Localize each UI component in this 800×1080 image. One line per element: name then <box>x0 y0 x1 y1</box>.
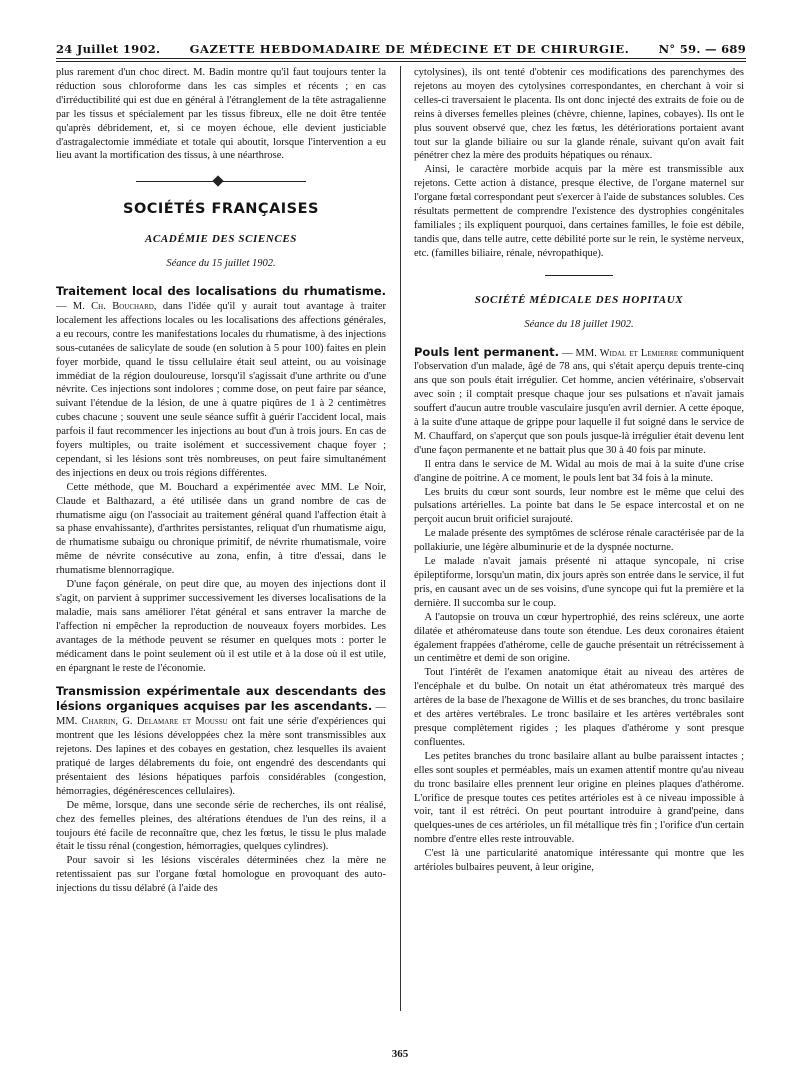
right-column <box>414 66 744 1011</box>
article-3-lead <box>414 346 744 458</box>
article-3-p6: A l'autopsie on trouva un cœur hypertrophié, des reins scléreux, une aorte dilatée et athéromateuse dans toute son étendue. Les deux coronaires étaient également frappées d'athérome, celle de gauche présentait un rétrécissement à un centimètre et demi de son origine. <box>414 611 744 665</box>
article-1-title: Traitement local des localisations du rhumatisme. <box>56 284 386 299</box>
article-3-p2: Il entra dans le service de M. Widal au mois de mai à la suite d'une crise d'angine de poitrine. A ce moment, le pouls lent bat 34 fois à la minute. <box>414 458 744 484</box>
continuation-p1: cytolysines), ils ont tenté d'obtenir ces modifications des parenchymes des rejetons au moyen des cytolysines correspondantes, en cherchant à voir si celles-ci traversaient le placenta. Ils ont donc injecté des extraits de foie ou de reins à diverses femelles pleines (chèvre, chienne, lapines, cobayes). Ils ont le plus souvent observé que, chez les fœtus, les détériorations portaient avant tout sur la glande biliaire ou sur la glande rénale, suivant qu'on avait fait pénétrer chez la mère des produits hépatiques ou rénaux. <box>414 67 744 162</box>
article-1-authors: — M. Ch. Bouchard, <box>56 300 157 312</box>
article-1-p2: Cette méthode, que M. Bouchard a expérimentée avec MM. Le Noir, Claude et Balthazard, a été utilisée dans un grand nombre de cas de rhumatisme aigu (on l'associait au traitement général quand l'affection était à sa phase envahissante), d'arthrites persistantes, reliquat d'un rhumatisme aigu, de rhumatisme subaigu ou chronique primitif, de névrite rhumatismale, voire même de névrite consécutive au zona, enfin, à titre d'essai, dans le rhumatisme blennorragique. <box>56 481 386 577</box>
article-3-p9: C'est là une particularité anatomique intéressante qui montre que les artérioles bulbaires peuvent, à leur origine, <box>414 848 744 874</box>
session-date-2: Séance du 18 juillet 1902. <box>524 318 634 330</box>
left-column <box>56 66 386 1011</box>
article-1-lead <box>56 285 386 481</box>
session-date: Séance du 15 juillet 1902. <box>166 258 276 270</box>
article-3-authors: — MM. Widal et Lemierre <box>562 347 678 359</box>
article-2-title: Transmission expérimentale aux descendants des lésions organiques acquises par les ascendants. <box>56 684 386 714</box>
article-2-p1: ont fait une série d'expériences qui montrent que les lésions développées chez la mère sont transmissibles aux rejetons. Des lapines et des cobayes en gestation, chez lesquelles ils avaient pratiqué de larges délabrements du foie, ont engendré des descendants qui présentaient des lésions hépatiques parfois considérables (congestion, hémorragies, dégénérescences cellulaires). <box>56 716 386 797</box>
academy-heading: ACADÉMIE DES SCIENCES <box>145 233 297 246</box>
article-3-title: Pouls lent permanent. <box>414 344 559 359</box>
article-3-p7: Tout l'intérêt de l'examen anatomique était au niveau des artères de l'encéphale et du bulbe. On notait un état athéromateux très marqué des artères de la base de l'hexagone de Willis et de ses branches, du tronc basilaire et des artères vertébrales. Le tronc basilaire et les artères vertébrales sont presque complètement rigides ; les plaques d'athérome y sont presque confluentes. <box>414 667 744 748</box>
article-2-p3: Pour savoir si les lésions viscérales déterminées chez la mère ne retentissaient pas sur l'organe fœtal homologue en provoquant des auto-injections du tissu délabré (à l'aide des <box>56 855 386 895</box>
running-header <box>56 34 746 56</box>
article-1-p1: dans l'idée qu'il y aurait tout avantage à traiter localement les affections locales ou les localisations des affections générales, a eu recours, contre les manifestations locales du rhumatisme, à des injections sous-cutanées de salicylate de soude (en solution à 5 pour 100) faites en plein foyer morbide, quand le tissu cellulaire était seul atteint, ou au voisinage immédiat de la région douloureuse, lorsqu'il s'agissait d'une arthrite ou d'une névrite. Ces injections sont indolores ; comme dose, on peut faire par séance, suivant l'étendue de la lésion, de une à quatre piqûres de 1 à 2 centimètres cubes chacune ; souvent une seule séance suffit à guérir l'accident local, mais parfois il faut recommencer les injections au bout d'un à trois jours. En cas de foyers multiples, ou traite isolément et successivement chaque foyer ; cependant, si les lésions sont très nombreuses, on peut faire simultanément des injections en deux ou trois régions différentes. <box>56 300 386 479</box>
article-3-p3: Les bruits du cœur sont sourds, leur nombre est le même que celui des pulsations artérielles. La pointe bat dans le 5e espace intercostal et on ne perçoit aucun bruit orificiel surajouté. <box>414 486 744 526</box>
diamond-icon <box>212 176 223 187</box>
article-1-p3: D'une façon générale, on peut dire que, au moyen des injections dont il s'agit, on parvient à supprimer successivement les diverses localisations de la maladie, mais sans améliorer l'état général et sans entraver la marche de l'affection ni empêcher la reproduction de nouveaux foyers morbides. Les avantages de la méthode peuvent se résumer en quelques mots : porter le médicament dans le point seulement où il est utile et à la dose où il est utile, en épargnant le reste de l'économie. <box>56 579 386 674</box>
intro-paragraph: plus rarement d'un choc direct. M. Badin montre qu'il faut toujours tenter la réduction sous chloroforme dans les cas simples et récents ; en cas d'irréductibilité qui est due en général à l'étranglement de la tête astragalienne par les tissus et spécialement par les tissus fibreux, elle ne doit être tentée qu'après débridement, et, si ce moyen échoue, elle devient justiciable d'astragalectomie immédiate et totale qui aboutit, lorsque l'intervention a eu lieu avant la mortification des tissus, à une néarthrose. <box>56 67 386 162</box>
header-rule-bottom <box>56 61 746 62</box>
article-3-p4: Le malade présente des symptômes de sclérose rénale caractérisée par de la pollakiurie, une légère albuminurie et de la dyspnée nocturne. <box>414 528 744 554</box>
article-2-lead <box>56 685 386 798</box>
article-2-authors: — MM. Charrin, G. Delamare et Moussu <box>56 702 386 728</box>
society-heading: SOCIÉTÉ MÉDICALE DES HOPITAUX <box>474 293 684 306</box>
article-3-p1: communiquent l'observation d'un malade, âgé de 78 ans, qui s'était aperçu depuis trente-cinq ans que son pouls était irrégulier. Cet homme, ancien vétérinaire, s'observait avec soin ; il comptait presque chaque jour ses pulsations et n'avait jamais souffert d'aucun autre trouble vasculaire jusqu'en avril dernier. A cette époque, à la suite d'une attaque de grippe pour laquelle il fut soigné dans le service de M. Chauffard, on s'aperçut que son pouls jusque-là irrégulier était devenu lent d'une façon permanente et ne battait plus que 30 à 40 fois par minute. <box>414 347 744 456</box>
ornament-divider <box>56 169 386 195</box>
section-title: SOCIÉTÉS FRANÇAISES <box>123 201 319 218</box>
header-date: 24 Juillet 1902. <box>56 42 161 56</box>
article-3-p5: Le malade n'avait jamais présenté ni attaque syncopale, ni crise épileptiforme, lorsqu'un matin, dix jours après son entrée dans le service, il fut pris, en causant avec un de ses voisins, d'une syncope qui fut la première et la dernière. Il succomba sur le coup. <box>414 556 744 609</box>
column-divider <box>400 66 401 1011</box>
article-2-p2: De même, lorsque, dans une seconde série de recherches, ils ont réalisé, chez des femelles pleines, des altérations étendues de l'un des reins, il a toujours été facile de reconnaître que, chez les fœtus, le tissu le plus malade était le tissu rénal (congestion, hémorragies, quelques cylindres). <box>56 799 386 853</box>
page-folio: 365 <box>391 1048 409 1060</box>
header-rule-top <box>56 58 746 59</box>
issue-page-number: N° 59. — 689 <box>658 42 746 56</box>
short-rule <box>545 275 613 276</box>
article-3-p8: Les petites branches du tronc basilaire allant au bulbe paraissent intactes ; elles sont souples et perméables, mais un examen attentif montre qu'au niveau du tronc basilaire elles prennent leur origine en pleines plaques d'athérome. L'orifice de presque toutes ces petites artérioles est à ce niveau impossible à voir, tant il est rétréci. On peut pourtant introduire à grand'peine, dans quelques-unes de ces artérioles, un fil métallique très fin ; l'orifice d'un certain nombre d'entre elles reste introuvable. <box>414 750 744 846</box>
journal-title: GAZETTE HEBDOMADAIRE DE MÉDECINE ET DE CHIRURGIE. <box>189 42 630 56</box>
continuation-p2: Ainsi, le caractère morbide acquis par la mère est transmissible aux rejetons. Cette action à distance, presque élective, de l'organe maternel sur l'organe fœtal correspondant peut s'exercer à l'aide de substances solubles. Ces résultats permettent de comprendre l'existence des dystrophies congénitales familiales ; ils expliquent pourquoi, dans certaines familles, le foie est débile, tandis que, dans telle autre, cette débilité porte sur le rein, le système nerveux, etc. (familles biliaire, rénale, névropathique). <box>414 164 744 259</box>
